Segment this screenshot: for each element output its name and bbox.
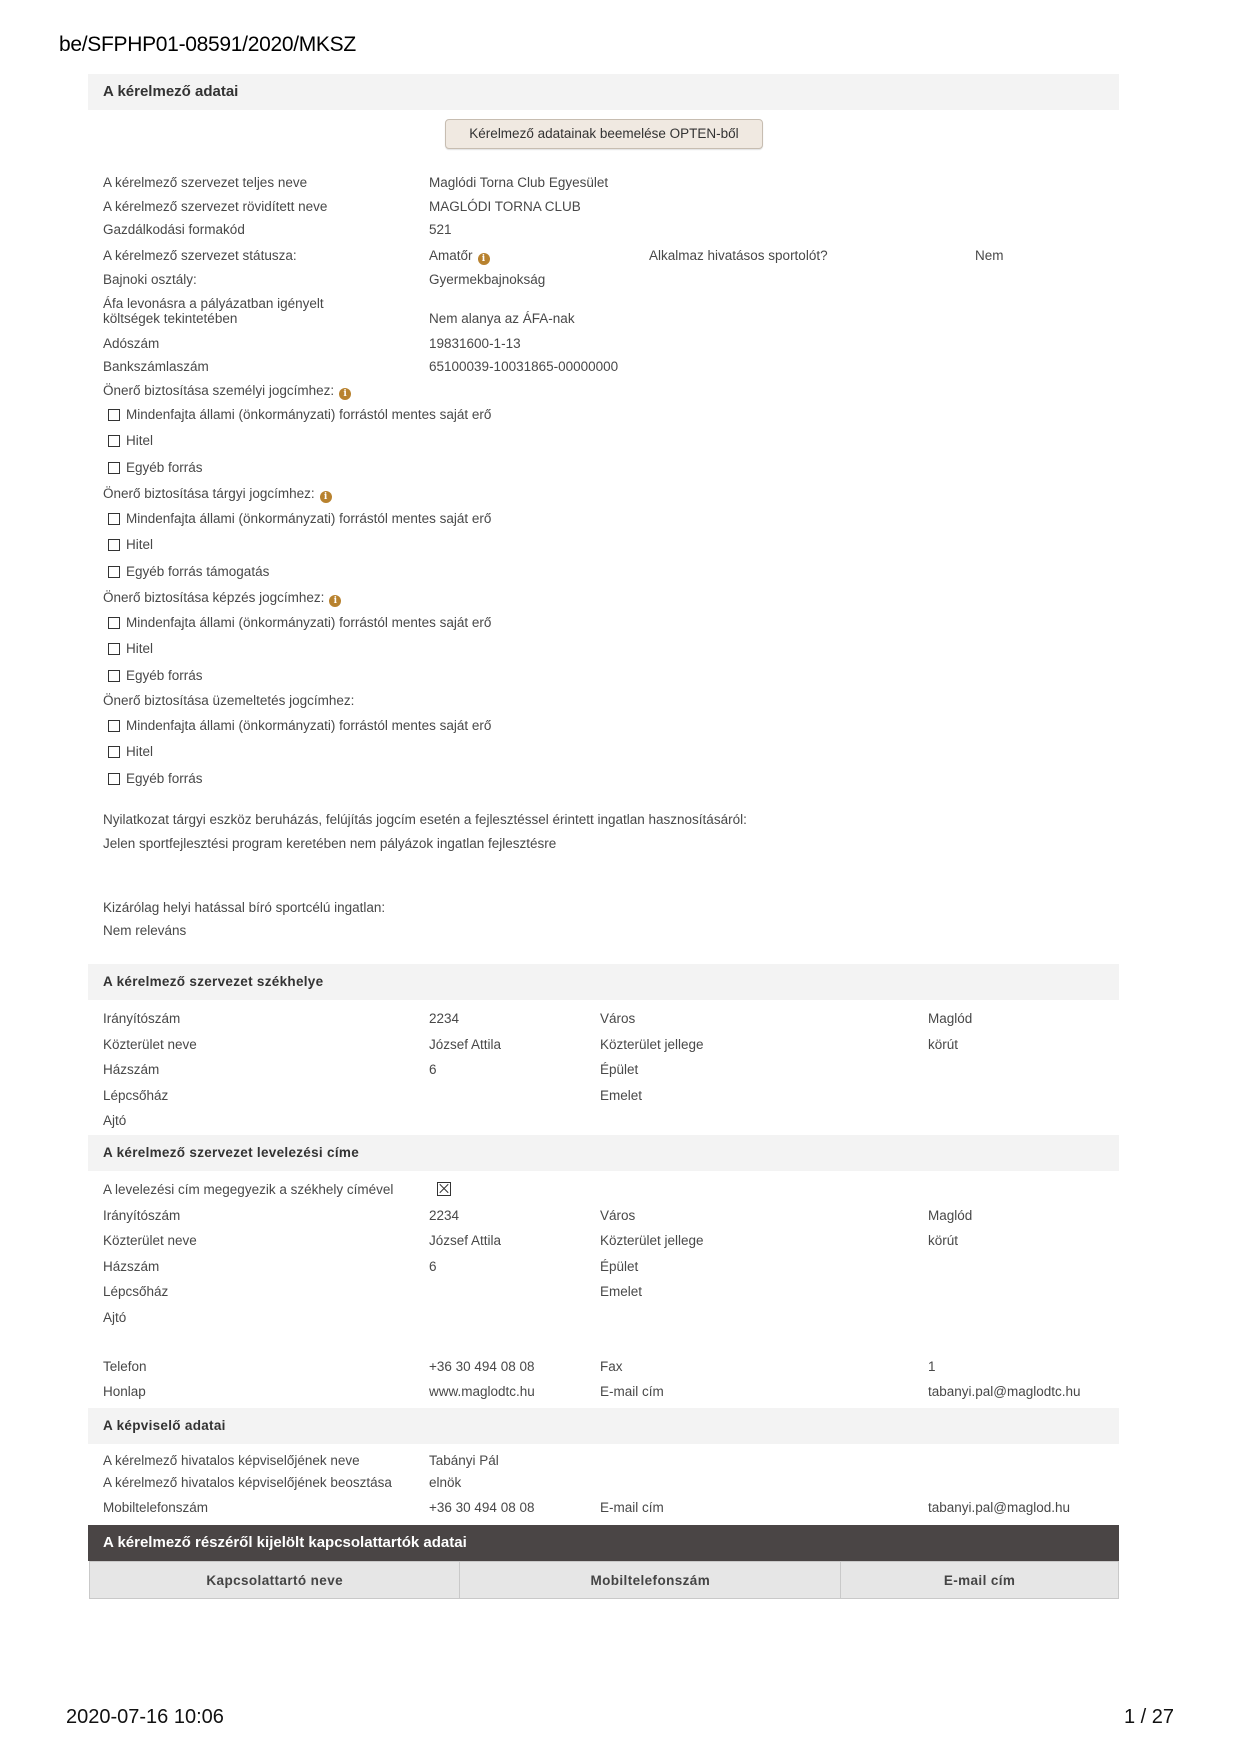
mailing-city-label: Város [600,1208,636,1223]
field-value-tax-number: 19831600-1-13 [429,336,521,351]
seat-street-value: József Attila [429,1037,502,1052]
own-funds-tangible-title [103,486,332,503]
own-funds-personnel-option-2: Hitel [126,433,154,448]
info-icon[interactable]: i [320,491,332,503]
representative-name-value: Tabányi Pál [429,1453,499,1468]
field-value-full-name: Maglódi Torna Club Egyesület [429,175,609,190]
own-funds-personnel-option-1: Mindenfajta állami (önkormányzati) forrástól mentes saját erő [126,407,492,422]
field-value-league: Gyermekbajnokság [429,272,546,287]
own-funds-operation-option-1: Mindenfajta állami (önkormányzati) forrástól mentes saját erő [126,718,492,733]
mailing-same-label: A levelezési cím megegyezik a székhely címével [103,1182,394,1197]
fax-value: 1 [928,1359,936,1374]
own-funds-operation-checkbox-2[interactable] [108,746,120,758]
representative-mobile-value: +36 30 494 08 08 [429,1500,535,1515]
status-value: Amatőr [429,248,473,263]
mailing-house-label: Házszám [103,1259,160,1274]
mailing-floor-label: Emelet [600,1284,643,1299]
column-email: E-mail cím [841,1562,1119,1599]
footer-datetime: 2020-07-16 10:06 [66,1706,224,1728]
own-funds-operation-title: Önerő biztosítása üzemeltetés jogcímhez: [103,693,355,708]
representative-name-label: A kérelmező hivatalos képviselőjének neve [103,1453,360,1468]
own-funds-personnel-checkbox-2[interactable] [108,435,120,447]
seat-floor-label: Emelet [600,1088,643,1103]
mailing-street-type-label: Közterület jellege [600,1233,704,1248]
mailing-street-label: Közterület neve [103,1233,197,1248]
own-funds-training-option-1: Mindenfajta állami (önkormányzati) forrástól mentes saját erő [126,615,492,630]
representative-mobile-label: Mobiltelefonszám [103,1500,209,1515]
mailing-street-value: József Attila [429,1233,502,1248]
mailing-same-checkbox[interactable] [437,1182,451,1196]
info-icon[interactable]: i [339,388,351,400]
representative-role-value: elnök [429,1475,462,1490]
seat-street-type-label: Közterület jellege [600,1037,704,1052]
own-funds-tangible-checkbox-1[interactable] [108,513,120,525]
seat-door-label: Ajtó [103,1113,127,1128]
local-property-value: Nem releváns [103,923,187,938]
own-funds-tangible-label: Önerő biztosítása tárgyi jogcímhez: [103,486,315,501]
website-label: Honlap [103,1384,146,1399]
own-funds-tangible-checkbox-2[interactable] [108,539,120,551]
section-header-seat: A kérelmező szervezet székhelye [88,964,1119,1000]
field-label-short-name: A kérelmező szervezet rövidített neve [103,199,328,214]
website-value: www.maglodtc.hu [429,1384,535,1399]
own-funds-personnel-title [103,383,351,400]
representative-role-label: A kérelmező hivatalos képviselőjének beosztása [103,1475,392,1490]
own-funds-operation-option-2: Hitel [126,744,154,759]
table-header-row [90,1562,1119,1599]
own-funds-training-option-2: Hitel [126,641,154,656]
own-funds-training-title [103,590,341,607]
own-funds-tangible-option-1: Mindenfajta állami (önkormányzati) forrástól mentes saját erő [126,511,492,526]
own-funds-personnel-label: Önerő biztosítása személyi jogcímhez: [103,383,335,398]
section-header-applicant: A kérelmező adatai [88,74,1119,110]
field-label-tax-number: Adószám [103,336,160,351]
email-label: E-mail cím [600,1384,664,1399]
own-funds-training-option-3: Egyéb forrás [126,668,203,683]
phone-value: +36 30 494 08 08 [429,1359,535,1374]
own-funds-operation-checkbox-3[interactable] [108,773,120,785]
field-label-bank-account: Bankszámlaszám [103,359,209,374]
field-label-form-code: Gazdálkodási formakód [103,222,245,237]
pro-athlete-label: Alkalmaz hivatásos sportolót? [649,248,828,263]
own-funds-training-checkbox-2[interactable] [108,643,120,655]
column-mobile: Mobiltelefonszám [460,1562,841,1599]
own-funds-operation-option-3: Egyéb forrás [126,771,203,786]
mailing-house-value: 6 [429,1259,437,1274]
representative-email-label: E-mail cím [600,1500,664,1515]
mailing-city-value: Maglód [928,1208,973,1223]
section-header-contacts: A kérelmező részéről kijelölt kapcsolattartók adatai [88,1525,1119,1561]
own-funds-training-label: Önerő biztosítása képzés jogcímhez: [103,590,325,605]
document-id: be/SFPHP01-08591/2020/MKSZ [59,33,356,56]
own-funds-personnel-checkbox-3[interactable] [108,462,120,474]
seat-postcode-label: Irányítószám [103,1011,181,1026]
field-label-vat: Áfa levonásra a pályázatban igényelt [103,296,324,311]
field-value-short-name: MAGLÓDI TORNA CLUB [429,199,581,214]
seat-house-value: 6 [429,1062,437,1077]
seat-street-label: Közterület neve [103,1037,197,1052]
seat-building-label: Épület [600,1062,639,1077]
column-contact-name: Kapcsolattartó neve [90,1562,460,1599]
seat-city-value: Maglód [928,1011,973,1026]
info-icon[interactable]: i [478,253,490,265]
own-funds-tangible-option-3: Egyéb forrás támogatás [126,564,270,579]
own-funds-operation-checkbox-1[interactable] [108,720,120,732]
own-funds-tangible-checkbox-3[interactable] [108,566,120,578]
fax-label: Fax [600,1359,623,1374]
own-funds-tangible-option-2: Hitel [126,537,154,552]
section-header-representative: A képviselő adatai [88,1408,1119,1444]
field-value-vat: Nem alanya az ÁFA-nak [429,311,575,326]
declaration-value: Jelen sportfejlesztési program keretében nem pályázok ingatlan fejlesztésre [103,836,557,851]
own-funds-personnel-option-3: Egyéb forrás [126,460,203,475]
mailing-street-type-value: körút [928,1233,959,1248]
own-funds-training-checkbox-1[interactable] [108,617,120,629]
local-property-title: Kizárólag helyi hatással bíró sportcélú ingatlan: [103,900,386,915]
mailing-building-label: Épület [600,1259,639,1274]
field-value-bank-account: 65100039-10031865-00000000 [429,359,619,374]
section-header-mailing: A kérelmező szervezet levelezési címe [88,1135,1119,1171]
mailing-door-label: Ajtó [103,1310,127,1325]
seat-street-type-value: körút [928,1037,959,1052]
contacts-table [89,1561,1119,1599]
own-funds-personnel-checkbox-1[interactable] [108,409,120,421]
phone-label: Telefon [103,1359,147,1374]
info-icon[interactable]: i [329,595,341,607]
email-value: tabanyi.pal@maglodtc.hu [928,1384,1081,1399]
mailing-postcode-label: Irányítószám [103,1208,181,1223]
field-label-status: A kérelmező szervezet státusza: [103,248,297,263]
seat-postcode-value: 2234 [429,1011,460,1026]
representative-email-value: tabanyi.pal@maglod.hu [928,1500,1071,1515]
seat-stair-label: Lépcsőház [103,1088,169,1103]
mailing-postcode-value: 2234 [429,1208,460,1223]
field-value-status [429,248,490,265]
field-label-full-name: A kérelmező szervezet teljes neve [103,175,308,190]
seat-house-label: Házszám [103,1062,160,1077]
mailing-stair-label: Lépcsőház [103,1284,169,1299]
own-funds-training-checkbox-3[interactable] [108,670,120,682]
opten-import-button[interactable]: Kérelmező adatainak beemelése OPTEN-ből [445,119,763,149]
field-value-form-code: 521 [429,222,452,237]
seat-city-label: Város [600,1011,636,1026]
declaration-title: Nyilatkozat tárgyi eszköz beruházás, felújítás jogcím esetén a fejlesztéssel érintett ingatlan hasznosításáról: [103,812,747,827]
field-label-vat-line2: költségek tekintetében [103,311,238,326]
footer-page-number: 1 / 27 [1123,1706,1174,1728]
pro-athlete-value: Nem [975,248,1004,263]
field-label-league: Bajnoki osztály: [103,272,197,287]
